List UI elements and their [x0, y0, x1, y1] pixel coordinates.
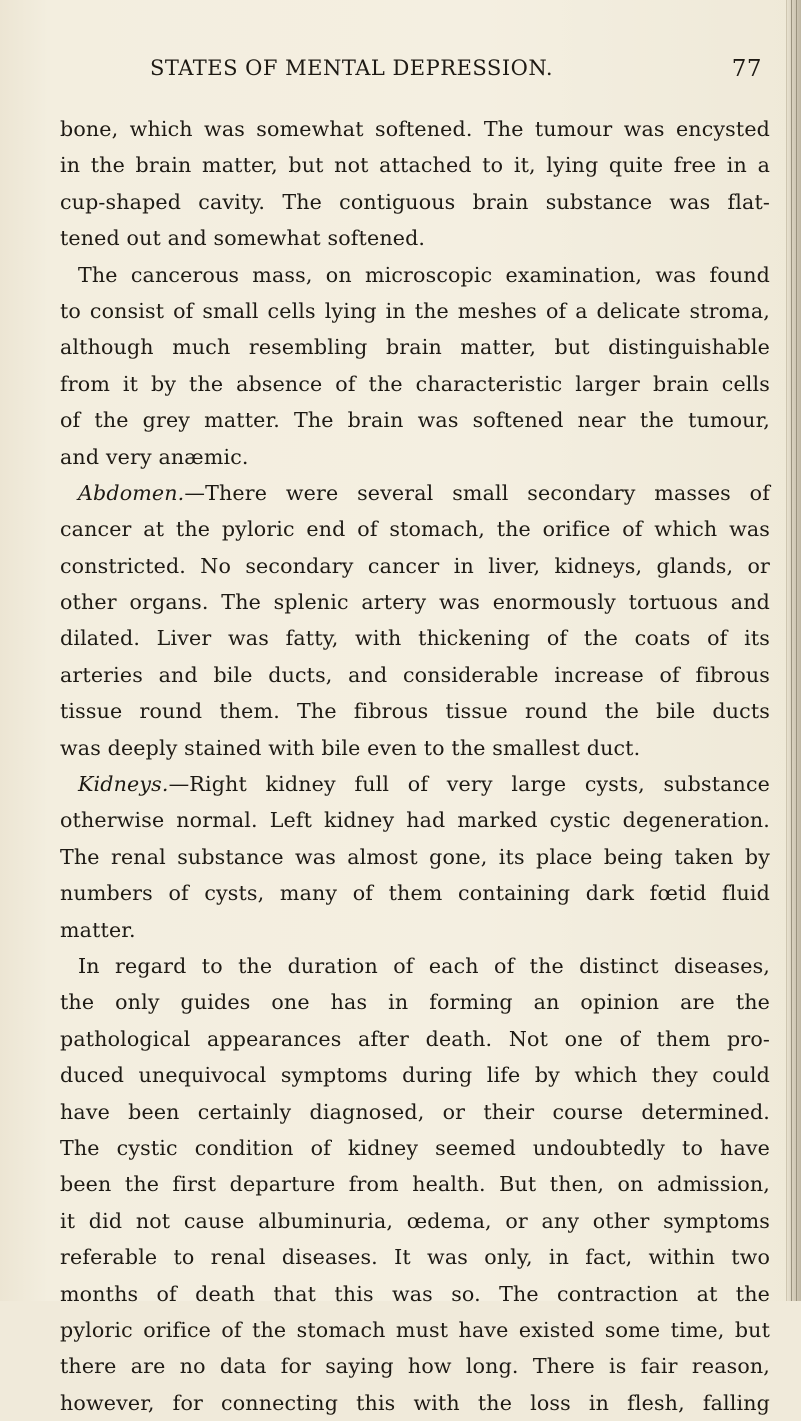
text-line: The cancerous mass, on microscopic examination, was found	[78, 262, 770, 287]
text-line: it did not cause albuminuria, œdema, or any other symptoms	[60, 1208, 770, 1233]
run-in-head-kidneys: Kidneys.	[78, 772, 169, 797]
text-line: and very anæmic.	[60, 444, 249, 469]
text-line: referable to renal diseases. It was only, in fact, within two	[60, 1245, 770, 1270]
page-header	[150, 56, 770, 86]
text-line: bone, which was somewhat softened. The tumour was encysted	[60, 117, 770, 141]
text-line: of the grey matter. The brain was softened near the tumour,	[60, 408, 770, 433]
text-line: in the brain matter, but not attached to it, lying quite free in a	[60, 153, 770, 178]
text-line: numbers of cysts, many of them containing dark fœtid fluid	[60, 881, 770, 906]
text-line: have been certainly diagnosed, or their course determined.	[60, 1099, 770, 1124]
text-line: tissue round them. The fibrous tissue round the bile ducts	[60, 699, 770, 724]
running-head: STATES OF MENTAL DEPRESSION.	[150, 56, 554, 80]
page-edge	[786, 0, 801, 1301]
edge-line	[791, 0, 792, 1301]
text-line: duced unequivocal symptoms during life by which they could	[60, 1063, 770, 1088]
text-line: tened out and somewhat softened.	[60, 226, 426, 251]
text-line: cancer at the pyloric end of stomach, the orifice of which was	[60, 517, 770, 542]
text-line: —Right kidney full of very large cysts, substance	[168, 772, 770, 797]
text-line-with-run-in-head	[60, 766, 770, 802]
text-line: however, for connecting this with the loss in flesh, falling	[60, 1390, 770, 1415]
text-line: months of death that this was so. The contraction at the	[60, 1281, 770, 1306]
text-line: The renal substance was almost gone, its place being taken by	[60, 844, 770, 869]
text-line: —There were several small secondary masses of	[184, 480, 770, 505]
text-line: to consist of small cells lying in the meshes of a delicate stroma,	[60, 298, 770, 323]
text-line: matter.	[60, 917, 136, 942]
text-line: although much resembling brain matter, but distinguishable	[60, 335, 770, 360]
text-line: The cystic condition of kidney seemed undoubtedly to have	[60, 1135, 770, 1160]
text-line: was deeply stained with bile even to the smallest duct.	[60, 735, 641, 760]
page-number: 77	[731, 56, 762, 82]
text-line-with-run-in-head	[60, 475, 770, 511]
text-line: cup-shaped cavity. The contiguous brain substance was flat-	[60, 189, 770, 214]
text-line: other organs. The splenic artery was enormously tortuous and	[60, 590, 770, 615]
run-in-head-abdomen: Abdomen.	[78, 480, 185, 505]
text-line: the only guides one has in forming an opinion are the	[60, 990, 770, 1015]
body-text	[60, 111, 770, 1421]
text-line: from it by the absence of the characteristic larger brain cells	[60, 371, 770, 396]
text-line: there are no data for saying how long. There is fair reason,	[60, 1354, 770, 1379]
text-line: pathological appearances after death. Not one of them pro-	[60, 1026, 770, 1051]
text-line: otherwise normal. Left kidney had marked cystic degeneration.	[60, 808, 770, 833]
text-line: dilated. Liver was fatty, with thickening of the coats of its	[60, 626, 770, 651]
edge-line	[796, 0, 797, 1301]
text-line: pyloric orifice of the stomach must have existed some time, but	[60, 1317, 770, 1342]
text-line: constricted. No secondary cancer in liver, kidneys, glands, or	[60, 553, 770, 578]
text-line: In regard to the duration of each of the distinct diseases,	[78, 953, 770, 978]
text-line: arteries and bile ducts, and considerable increase of fibrous	[60, 662, 770, 687]
text-line: been the first departure from health. But then, on admission,	[60, 1172, 770, 1197]
